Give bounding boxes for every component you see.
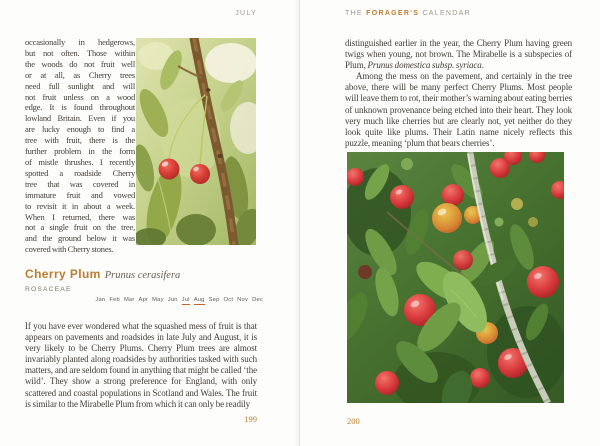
page-gutter-divider	[299, 0, 300, 446]
cherries-on-branch-photo	[136, 38, 256, 245]
cherry-plum-tree-photo	[347, 152, 564, 403]
paragraph-1-text: distinguished earlier in the year, the Cherry Plum having green twigs when young, not brown. The Mirabelle is a subspecies of Plum,	[345, 38, 572, 71]
cherries-photo-illustration	[136, 38, 256, 245]
running-head-left: JULY	[235, 10, 257, 17]
running-head-right	[345, 10, 471, 17]
species-heading	[25, 265, 180, 293]
paragraph-1-end: .	[481, 60, 484, 71]
paragraph-1-latin: Prunus domestica subsp. syriaca	[367, 60, 482, 71]
right-page-text	[345, 38, 572, 149]
season-month-strip: Jan Feb Mar Apr May Jun Jul Aug Sep Oct Nov Dec	[95, 297, 263, 303]
species-latin-name: Prunus cerasifera	[104, 270, 181, 281]
left-column-text: occasionally in hedgerows, but not often. Those within the woods do not fruit well or at all, as Cherry trees need full sunlight and will not fruit unless on a wood edge. It is found throughout lowland Britain. Even if you are lucky enough to find a tree with fruit, there is the further problem in the form of mistle thrushes. I recently spotted a roadside Cherry tree that was covered in immature fruit and vowed to revisit it in about a week. When I returned, there was not a single fruit on the tree, and the ground below it was covered with Cherry stones.	[25, 37, 135, 255]
running-head-post: CALENDAR	[419, 10, 471, 17]
page-number-left: 199	[244, 414, 257, 424]
right-page-paragraph-1	[345, 38, 572, 71]
right-page-paragraph-2: Among the mess on the pavement, and certainly in the tree above, there will be many perfect Cherry Plums. Most people will leave them to rot, their mother’s warning about eating berries of unknown provenance being etched into their heart. They look very much like cherries but are clearly not, yet neither do they look quite like plums. Their Latin name nicely reflects this puzzle, meaning ‘plum that bears cherries’.	[345, 71, 572, 148]
page-number-right: 200	[347, 416, 360, 426]
species-family: ROSACEAE	[25, 286, 72, 293]
running-head-accent: FORAGER'S	[366, 10, 420, 17]
running-head-pre: THE	[345, 10, 367, 17]
left-page-paragraph: If you have ever wondered what the squashed mess of fruit is that appears on pavements and roadsides in late July and August, it is very likely to be Cherry Plums. Cherry Plum trees are almost invariably planted along roadsides by authorities tasked with such matters, and are seldom found in anything that might be called ‘the wild’. They show a strong preference for England, with only scattered and coastal populations in Scotland and Wales. The fruit is similar to the Mirabelle Plum from which it can only be readily	[25, 321, 257, 409]
cherry-plum-photo-illustration	[347, 152, 564, 403]
species-common-name: Cherry Plum	[25, 267, 101, 281]
